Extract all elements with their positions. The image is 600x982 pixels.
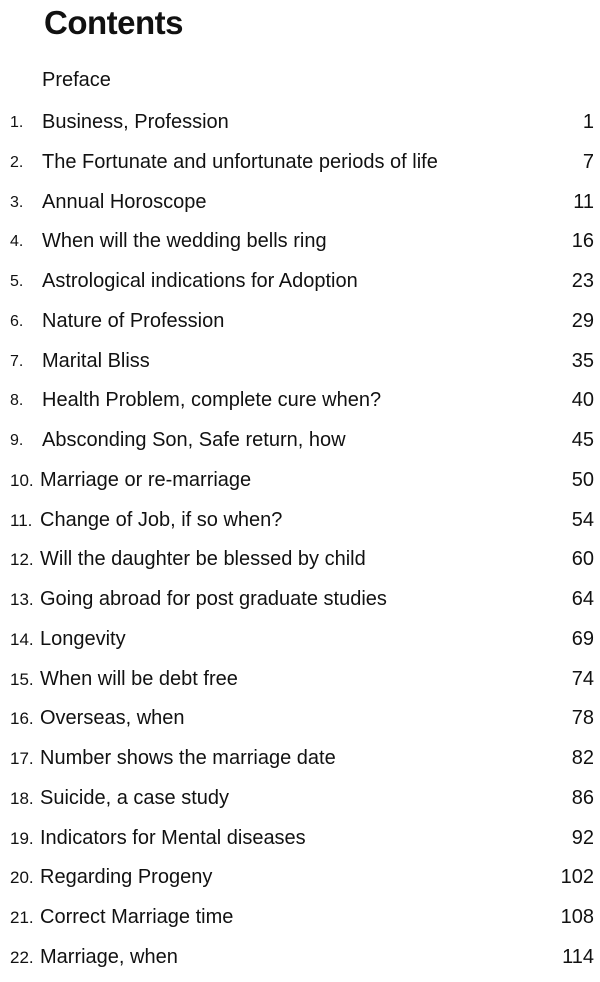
toc-entry-page: 54 xyxy=(571,508,594,531)
toc-entry-title: Overseas, when xyxy=(40,707,185,730)
toc-entry-title: Marital Bliss xyxy=(42,349,150,372)
toc-entry xyxy=(0,902,600,942)
toc-entry-page: 60 xyxy=(571,548,594,571)
toc-entry xyxy=(0,544,600,584)
toc-entry-number: 6. xyxy=(10,312,24,330)
toc-entry-number: 19. xyxy=(10,828,34,848)
toc-entry-page: 64 xyxy=(571,588,594,610)
toc-entry xyxy=(0,505,600,545)
toc-entry-page: 114 xyxy=(562,945,594,968)
toc-entry xyxy=(0,465,600,505)
toc-entry-page: 108 xyxy=(560,906,594,928)
toc-entry-number: 20. xyxy=(10,868,34,888)
toc-entry-title: Regarding Progeny xyxy=(40,866,213,889)
toc-entry xyxy=(0,306,600,346)
toc-entry-number: 5. xyxy=(10,273,24,290)
toc-entry-title: Marriage, when xyxy=(40,945,178,968)
toc-entry-number: 8. xyxy=(10,392,24,410)
page-title: Contents xyxy=(44,4,183,41)
toc-entry-title: Longevity xyxy=(40,627,126,650)
toc-entry-title: Health Problem, complete cure when? xyxy=(42,389,382,412)
toc-entry-page: 1 xyxy=(582,111,594,133)
toc-entry-page: 86 xyxy=(571,786,594,809)
toc-entry-number: 15. xyxy=(10,669,34,689)
toc-entry-number: 17. xyxy=(10,749,34,768)
toc-entry xyxy=(0,425,600,465)
toc-entry xyxy=(0,664,600,704)
toc-entry-title: When will the wedding bells ring xyxy=(42,230,327,253)
toc-entry-page: 82 xyxy=(571,747,594,769)
toc-entry-page: 102 xyxy=(560,866,594,889)
toc-entry-page: 78 xyxy=(571,707,594,730)
toc-entry-number: 13. xyxy=(10,590,34,609)
toc-entry-title: Change of Job, if so when? xyxy=(40,508,283,531)
toc-entry-page: 40 xyxy=(571,389,594,412)
toc-entry xyxy=(0,624,600,664)
toc-entry-title: Marriage or re-marriage xyxy=(40,468,252,491)
toc-entry xyxy=(0,862,600,902)
toc-entry-page: 11 xyxy=(573,190,594,213)
toc-entry-title: Business, Profession xyxy=(42,111,229,133)
toc-entry-number: 9. xyxy=(10,432,24,449)
toc-entry-number: 4. xyxy=(10,233,24,251)
toc-entry xyxy=(0,942,600,982)
toc-entry-title: Correct Marriage time xyxy=(40,906,234,928)
toc-entry xyxy=(0,783,600,823)
toc-entry-title: Going abroad for post graduate studies xyxy=(40,588,387,610)
toc-entry-title: Will the daughter be blessed by child xyxy=(40,548,366,571)
toc-entry-number: 3. xyxy=(10,193,24,211)
toc-entry-number: 12. xyxy=(10,550,34,570)
toc-entry xyxy=(0,266,600,306)
toc-entry-title: Indicators for Mental diseases xyxy=(40,826,306,849)
toc-entry xyxy=(0,147,600,187)
toc-entry xyxy=(0,226,600,266)
toc-entry-number: 2. xyxy=(10,153,24,171)
toc-entry-title: When will be debt free xyxy=(40,667,238,690)
toc-entry-title: Suicide, a case study xyxy=(40,786,229,809)
toc-entry-number: 1. xyxy=(10,114,24,131)
toc-entry-page: 23 xyxy=(571,270,594,292)
toc-entry-page: 35 xyxy=(571,349,594,372)
toc-entry-page: 16 xyxy=(571,230,594,253)
toc-entry-page: 74 xyxy=(571,667,594,690)
toc-entry xyxy=(0,346,600,386)
toc-entry-number: 18. xyxy=(10,788,34,808)
toc-entry-number: 11. xyxy=(10,510,33,530)
table-of-contents xyxy=(0,107,600,982)
toc-entry-page: 29 xyxy=(571,309,594,332)
toc-entry-page: 92 xyxy=(571,826,594,849)
toc-entry-page: 7 xyxy=(582,150,594,173)
toc-entry xyxy=(0,385,600,425)
toc-entry-title: Annual Horoscope xyxy=(42,190,207,213)
toc-entry xyxy=(0,823,600,863)
toc-entry-number: 10. xyxy=(10,470,34,490)
toc-entry xyxy=(0,703,600,743)
toc-entry xyxy=(0,584,600,624)
toc-entry-page: 45 xyxy=(571,429,594,451)
preface-entry: Preface xyxy=(42,69,111,91)
toc-entry-number: 22. xyxy=(10,947,34,967)
toc-entry-number: 14. xyxy=(10,629,34,649)
toc-entry-title: Number shows the marriage date xyxy=(40,747,336,769)
toc-entry-number: 7. xyxy=(10,352,24,370)
toc-entry-page: 50 xyxy=(571,468,594,491)
toc-entry xyxy=(0,107,600,147)
toc-entry-title: The Fortunate and unfortunate periods of life xyxy=(42,150,438,173)
toc-entry-title: Nature of Profession xyxy=(42,309,225,332)
toc-entry-number: 16. xyxy=(10,709,34,729)
toc-entry xyxy=(0,187,600,227)
toc-entry-title: Astrological indications for Adoption xyxy=(42,270,358,292)
toc-entry-number: 21. xyxy=(10,908,34,927)
toc-entry-page: 69 xyxy=(571,627,594,650)
toc-entry xyxy=(0,743,600,783)
toc-entry-title: Absconding Son, Safe return, how xyxy=(42,429,346,451)
